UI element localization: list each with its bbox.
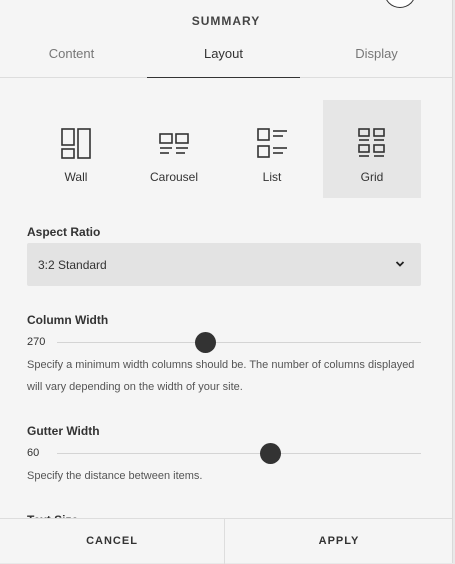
aspect-ratio-value: 3:2 Standard [38, 258, 107, 272]
layout-label-grid: Grid [360, 170, 384, 184]
gutter-width-slider-thumb[interactable] [260, 443, 281, 464]
column-width-label: Column Width [27, 313, 109, 327]
tab-display[interactable]: Display [355, 46, 398, 61]
column-width-value: 270 [27, 336, 46, 348]
tab-layout[interactable]: Layout [147, 40, 300, 78]
gutter-width-track[interactable] [57, 453, 421, 454]
chevron-down-icon [395, 259, 405, 269]
layout-options [27, 100, 421, 198]
layout-option-grid[interactable] [323, 100, 421, 198]
carousel-layout-icon [159, 128, 190, 159]
gutter-width-label: Gutter Width [27, 424, 100, 438]
list-layout-icon [257, 128, 288, 159]
gutter-width-slider-row [27, 442, 421, 466]
layout-label-carousel: Carousel [149, 170, 199, 184]
aspect-ratio-label: Aspect Ratio [27, 225, 101, 239]
gutter-width-value: 60 [27, 447, 40, 459]
layout-option-list[interactable] [223, 100, 321, 198]
column-width-slider-thumb[interactable] [195, 332, 216, 353]
footer-bar [0, 518, 452, 563]
wall-layout-icon [61, 128, 92, 159]
layout-option-wall[interactable] [27, 100, 125, 198]
tab-bar [0, 40, 452, 78]
column-width-help: Specify a minimum width columns should be. The number of columns displayed will vary depending on the width of your site. [27, 359, 415, 393]
aspect-ratio-select[interactable] [27, 243, 421, 286]
layout-option-carousel[interactable] [125, 100, 223, 198]
circle-icon[interactable] [384, 0, 416, 8]
gutter-width-help: Specify the distance between items. [27, 470, 203, 482]
grid-layout-icon [357, 128, 388, 159]
column-width-track[interactable] [57, 342, 421, 343]
layout-label-wall: Wall [64, 170, 88, 184]
tab-content[interactable]: Content [48, 46, 95, 61]
cancel-button[interactable]: CANCEL [86, 535, 138, 547]
panel-title: SUMMARY [191, 14, 261, 28]
layout-label-list: List [262, 170, 282, 184]
column-width-slider-row [27, 331, 421, 355]
apply-button[interactable]: APPLY [318, 535, 360, 547]
